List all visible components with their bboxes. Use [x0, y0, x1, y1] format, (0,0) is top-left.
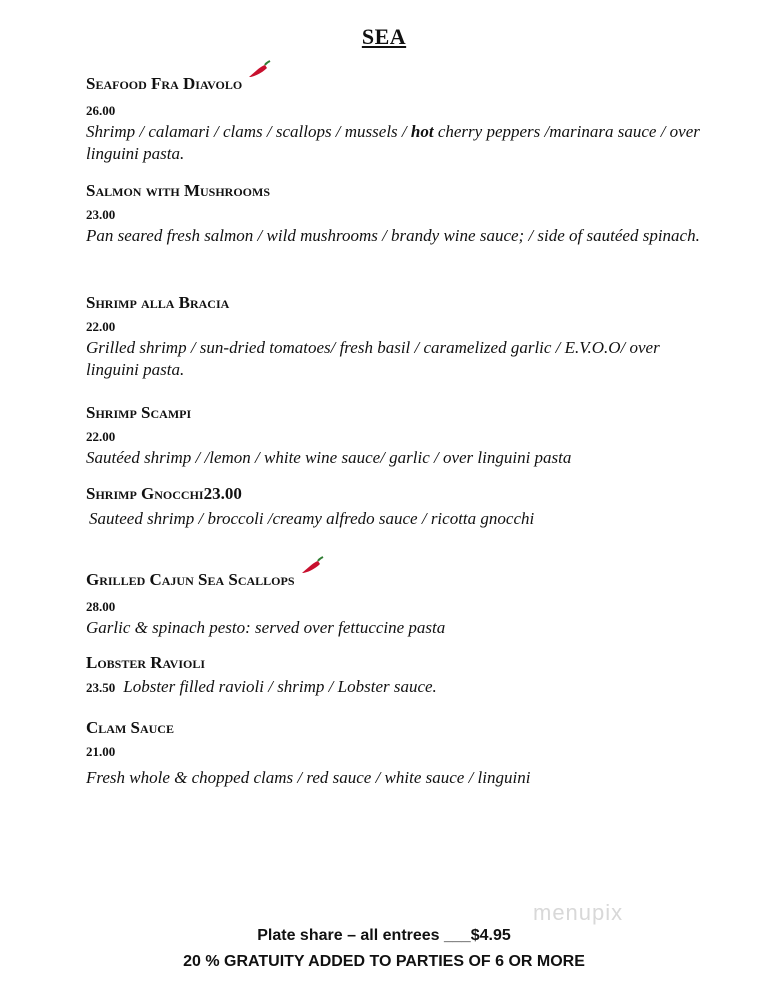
item-description: Garlic & spinach pesto: served over fettuccine pasta — [86, 618, 446, 637]
item-name: Shrimp Gnocchi23.00 — [86, 484, 242, 503]
item-description-part: Shrimp / calamari / clams / scallops / mussels / — [86, 122, 411, 141]
item-name — [86, 566, 706, 593]
menu-item — [86, 653, 706, 699]
item-description-part: cherry peppers /marinara sauce / over linguini pasta. — [86, 122, 700, 163]
item-description: Fresh whole & chopped clams / red sauce / white sauce / linguini — [86, 768, 531, 787]
item-price: 22.00 — [86, 319, 116, 334]
menu-item — [86, 484, 706, 530]
item-description-text: Lobster filled ravioli / shrimp / Lobster sauce. — [123, 677, 437, 696]
item-name — [86, 70, 706, 97]
item-description — [86, 676, 706, 699]
item-description: Grilled shrimp / sun-dried tomatoes/ fresh basil / caramelized garlic / E.V.O.O/ over linguini pasta. — [86, 338, 660, 379]
item-price: 28.00 — [86, 599, 116, 614]
item-price: 26.00 — [86, 103, 116, 118]
item-description — [86, 121, 706, 165]
menu-item — [86, 70, 706, 165]
item-price: 21.00 — [86, 744, 116, 759]
chili-pepper-icon — [246, 60, 272, 87]
item-name-text: Grilled Cajun Sea Scallops — [86, 569, 295, 589]
item-description: Sauteed shrimp / broccoli /creamy alfredo sauce / ricotta gnocchi — [89, 509, 535, 528]
chili-pepper-icon — [299, 556, 325, 583]
gratuity-note: 20 % GRATUITY ADDED TO PARTIES OF 6 OR MORE — [183, 953, 585, 970]
item-name: Clam Sauce — [86, 718, 174, 737]
item-description: Pan seared fresh salmon / wild mushrooms / brandy wine sauce; / side of sautéed spinach. — [86, 226, 700, 245]
item-price: 23.00 — [86, 207, 116, 222]
plate-share-note: Plate share – all entrees ___$4.95 — [257, 927, 511, 944]
item-name: Shrimp Scampi — [86, 403, 192, 422]
item-description: Sautéed shrimp / /lemon / white wine sauce/ garlic / over linguini pasta — [86, 448, 572, 467]
menu-item — [86, 403, 706, 469]
item-price: 22.00 — [86, 429, 116, 444]
item-name: Lobster Ravioli — [86, 653, 206, 672]
item-name: Shrimp alla Bracia — [86, 293, 230, 312]
menu-item — [86, 566, 706, 639]
item-name: Salmon with Mushrooms — [86, 181, 271, 200]
menu-item — [86, 718, 706, 789]
menu-item — [86, 181, 706, 247]
item-price: 23.50 — [86, 680, 116, 695]
watermark-logo: menupix — [533, 900, 624, 925]
page-title: SEA — [361, 24, 407, 49]
item-name-text: Seafood Fra Diavolo — [86, 73, 243, 93]
menu-item — [86, 293, 706, 381]
item-description-hot: hot — [410, 122, 434, 141]
